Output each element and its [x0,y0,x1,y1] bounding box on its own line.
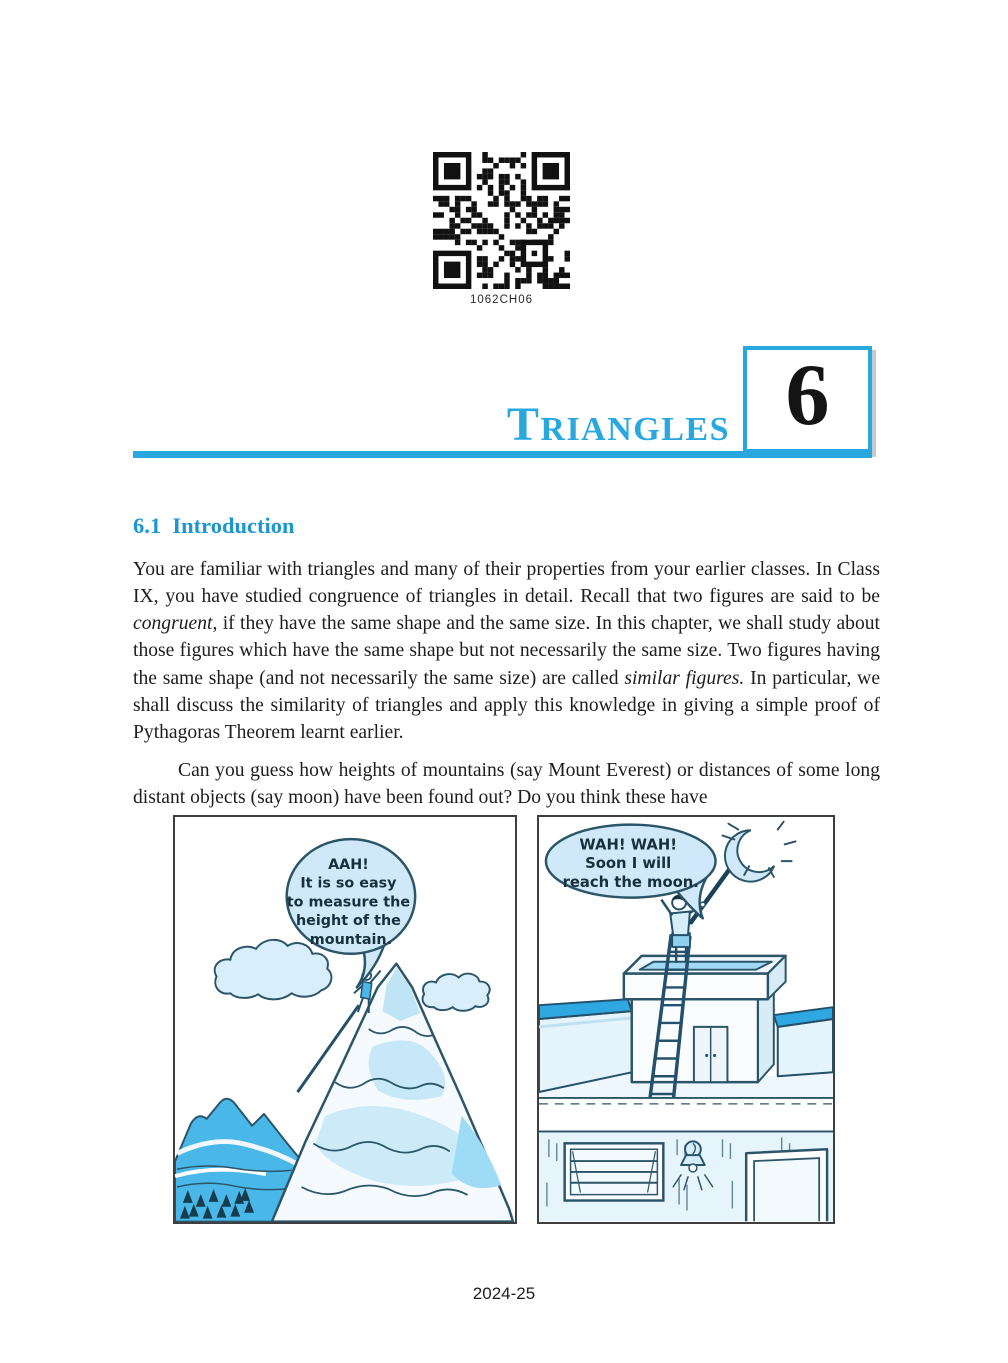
intro-text [133,556,880,811]
intro-paragraph-1: You are familiar with triangles and many of their properties from your earlier classes. In Class IX, you have studied congruence of triangles in detail. Recall that two figures are said to be congruent, if they have the same shape and the same size. In this chapter, we shall study about those figures which have the same shape but not necessarily the same size. Two figures having the same shape (and not necessarily the same size) are called similar figures. In particular, we shall discuss the similarity of triangles and apply this knowledge in giving a simple proof of Pythagoras Theorem learnt earlier. [133,559,881,743]
ground-door [746,1149,827,1221]
title-rule [133,451,872,458]
section-heading: 6.1 Introduction [133,513,295,538]
speech-bubble-right [546,825,716,919]
comic-panel-mountain [173,815,517,1224]
footer-page-number: 2024-25 [472,1284,536,1303]
parapet-right [774,1007,833,1076]
cloud-right [423,974,490,1011]
chapter-number: 6 [785,346,830,444]
qr-code-svg [433,152,570,289]
rooftop-illustration [539,817,833,1222]
mountain-illustration [175,817,515,1222]
cloud-left [215,940,332,1000]
window [565,1143,664,1200]
rooftop-box [624,956,786,1082]
moon-icon [718,822,796,889]
speech-bubble-left-text: AAH! It is so easy to measure the height of the mountain. [286,856,411,948]
box-door [694,1027,728,1082]
chapter-title: TRIANGLES [506,398,730,451]
qr-block [430,152,573,306]
qr-caption: 1062CH06 [470,294,533,306]
intro-paragraph-2: Can you guess how heights of mountains (say Mount Everest) or distances of some long distant objects (say moon) have been found out? Do you think these have [133,759,880,808]
comic-panel-rooftop [537,815,835,1224]
chapter-number-box [743,346,872,453]
facade [539,1098,833,1221]
speech-bubble-right-text: WAH! WAH! Soon I will reach the moon. [562,836,699,891]
